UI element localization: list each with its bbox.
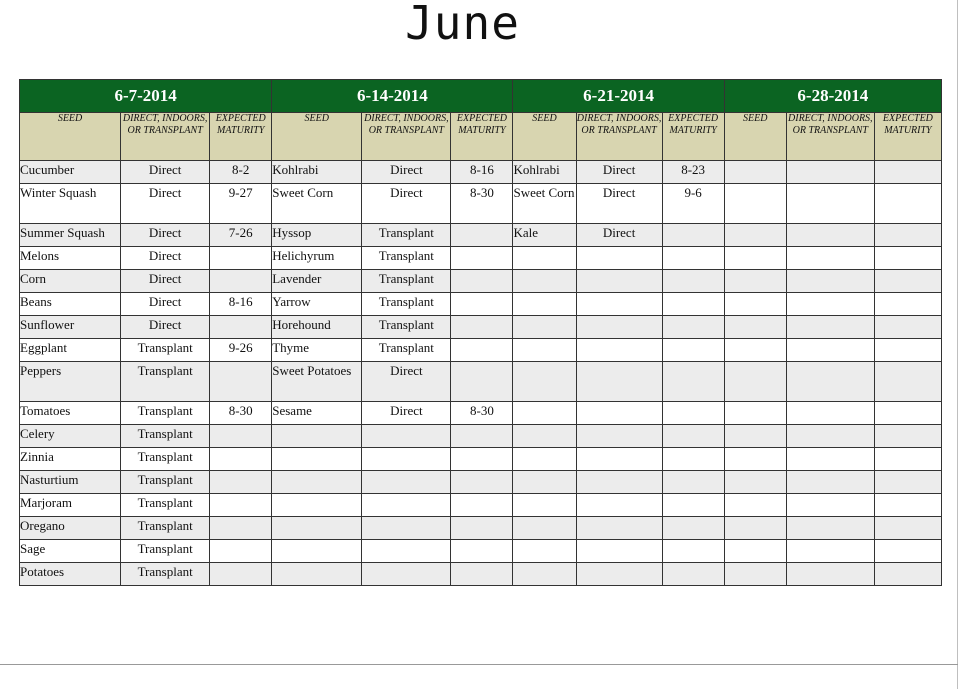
maturity-cell [874,316,941,339]
table-row [20,184,942,224]
method-cell [786,270,874,293]
seed-cell [272,517,362,540]
maturity-cell [874,540,941,563]
seed-cell [724,293,786,316]
method-cell [362,425,451,448]
method-cell [576,517,662,540]
maturity-column-header: EXPECTED MATURITY [210,113,272,161]
method-cell: Direct [362,362,451,402]
seed-cell: Beans [20,293,121,316]
seed-cell: Winter Squash [20,184,121,224]
seed-column-header: SEED [272,113,362,161]
method-cell [576,293,662,316]
method-cell: Transplant [121,494,210,517]
maturity-cell [874,161,941,184]
maturity-cell [210,517,272,540]
maturity-cell [874,402,941,425]
seed-cell [513,494,576,517]
table-row [20,425,942,448]
seed-cell: Kohlrabi [272,161,362,184]
maturity-cell [451,339,513,362]
method-cell: Direct [362,161,451,184]
seed-cell [513,448,576,471]
method-cell: Transplant [121,563,210,586]
method-cell [786,316,874,339]
method-cell: Direct [121,247,210,270]
seed-cell [724,563,786,586]
seed-cell [724,425,786,448]
method-cell: Direct [121,161,210,184]
seed-cell [513,471,576,494]
method-cell: Transplant [121,471,210,494]
method-cell [576,247,662,270]
seed-cell [724,494,786,517]
method-cell [576,362,662,402]
maturity-cell [874,224,941,247]
maturity-cell: 9-6 [662,184,724,224]
seed-cell: Yarrow [272,293,362,316]
maturity-cell [210,563,272,586]
table-row [20,270,942,293]
seed-cell [272,563,362,586]
method-cell [362,494,451,517]
seed-cell [513,563,576,586]
method-cell: Transplant [362,316,451,339]
seed-cell: Potatoes [20,563,121,586]
seed-cell: Peppers [20,362,121,402]
seed-cell [724,540,786,563]
maturity-cell [451,540,513,563]
seed-cell [513,293,576,316]
maturity-cell [662,362,724,402]
maturity-cell [662,270,724,293]
method-cell: Transplant [121,540,210,563]
seed-cell: Sunflower [20,316,121,339]
method-cell [786,293,874,316]
seed-cell: Cucumber [20,161,121,184]
maturity-cell [451,270,513,293]
maturity-cell [451,224,513,247]
seed-cell [724,517,786,540]
maturity-cell: 7-26 [210,224,272,247]
method-cell [362,471,451,494]
maturity-column-header: EXPECTED MATURITY [874,113,941,161]
maturity-cell [874,339,941,362]
maturity-cell [210,270,272,293]
method-column-header: DIRECT, INDOORS, OR TRANSPLANT [786,113,874,161]
week-date-header: 6-28-2014 [724,80,941,113]
method-cell: Direct [121,224,210,247]
maturity-cell [874,247,941,270]
maturity-cell: 8-30 [451,184,513,224]
column-header-row [20,113,942,161]
maturity-cell [210,494,272,517]
seed-cell: Lavender [272,270,362,293]
maturity-cell [874,517,941,540]
planting-schedule-table [19,79,942,586]
maturity-cell [662,448,724,471]
method-cell: Direct [576,161,662,184]
maturity-cell [210,471,272,494]
seed-cell: Marjoram [20,494,121,517]
seed-cell: Sesame [272,402,362,425]
method-cell: Transplant [121,362,210,402]
maturity-column-header: EXPECTED MATURITY [451,113,513,161]
method-cell [576,471,662,494]
maturity-cell [662,563,724,586]
seed-cell: Celery [20,425,121,448]
method-cell: Direct [576,224,662,247]
seed-cell [724,184,786,224]
maturity-cell [451,563,513,586]
maturity-cell: 8-30 [210,402,272,425]
bottom-rule-divider [0,664,958,665]
method-cell: Transplant [362,270,451,293]
seed-cell [513,247,576,270]
maturity-cell [874,270,941,293]
method-cell [786,362,874,402]
maturity-cell [662,293,724,316]
maturity-cell [662,339,724,362]
maturity-cell [451,247,513,270]
seed-cell [724,402,786,425]
seed-cell [272,540,362,563]
method-cell [576,270,662,293]
maturity-cell: 8-2 [210,161,272,184]
seed-cell [513,316,576,339]
maturity-cell [874,293,941,316]
maturity-cell: 8-23 [662,161,724,184]
method-cell: Direct [362,184,451,224]
table-row [20,362,942,402]
seed-cell: Sage [20,540,121,563]
maturity-cell [874,184,941,224]
maturity-cell [874,494,941,517]
maturity-cell [662,247,724,270]
method-cell [786,517,874,540]
maturity-cell [662,517,724,540]
seed-cell [513,270,576,293]
maturity-cell [874,563,941,586]
schedule-body [20,161,942,586]
method-cell [576,316,662,339]
seed-cell: Oregano [20,517,121,540]
seed-cell [272,471,362,494]
seed-cell [513,517,576,540]
maturity-cell [210,448,272,471]
maturity-cell [451,293,513,316]
maturity-cell [662,316,724,339]
seed-cell: Sweet Potatoes [272,362,362,402]
method-cell [576,540,662,563]
maturity-cell [451,517,513,540]
seed-column-header: SEED [724,113,786,161]
seed-cell [272,425,362,448]
method-cell [576,425,662,448]
method-cell: Transplant [121,517,210,540]
seed-cell [724,247,786,270]
table-row [20,293,942,316]
method-cell [362,540,451,563]
method-cell [576,339,662,362]
maturity-cell [210,540,272,563]
maturity-cell [874,425,941,448]
maturity-cell [451,471,513,494]
method-cell [786,161,874,184]
method-cell [786,247,874,270]
method-cell [576,448,662,471]
maturity-cell: 8-16 [451,161,513,184]
method-cell [786,402,874,425]
method-cell: Transplant [362,247,451,270]
seed-cell: Sweet Corn [513,184,576,224]
seed-cell [272,494,362,517]
table-row [20,316,942,339]
maturity-cell [662,425,724,448]
seed-cell: Melons [20,247,121,270]
method-cell [786,448,874,471]
maturity-cell [662,471,724,494]
method-cell: Direct [121,270,210,293]
method-column-header: DIRECT, INDOORS, OR TRANSPLANT [362,113,451,161]
method-cell: Direct [121,316,210,339]
maturity-cell [451,494,513,517]
week-header-row [20,80,942,113]
seed-column-header: SEED [513,113,576,161]
method-cell [362,563,451,586]
table-row [20,563,942,586]
maturity-cell [662,224,724,247]
maturity-cell [451,425,513,448]
method-column-header: DIRECT, INDOORS, OR TRANSPLANT [576,113,662,161]
method-cell: Direct [121,293,210,316]
method-cell: Transplant [121,402,210,425]
maturity-cell: 8-16 [210,293,272,316]
seed-cell: Eggplant [20,339,121,362]
week-date-header: 6-14-2014 [272,80,513,113]
table-row [20,339,942,362]
page-title: June [405,0,520,50]
method-cell: Transplant [121,339,210,362]
method-cell [786,540,874,563]
table-row [20,224,942,247]
seed-cell: Kohlrabi [513,161,576,184]
maturity-cell [210,247,272,270]
method-cell: Direct [576,184,662,224]
week-date-header: 6-7-2014 [20,80,272,113]
maturity-cell [662,540,724,563]
maturity-cell [210,362,272,402]
seed-cell: Kale [513,224,576,247]
seed-cell [513,339,576,362]
table-row [20,402,942,425]
seed-cell [513,402,576,425]
table-row [20,448,942,471]
seed-cell [724,161,786,184]
maturity-cell: 9-27 [210,184,272,224]
seed-cell [724,362,786,402]
week-date-header: 6-21-2014 [513,80,724,113]
method-cell [786,339,874,362]
maturity-cell [210,316,272,339]
seed-cell [724,224,786,247]
maturity-cell [874,362,941,402]
maturity-cell [874,448,941,471]
method-cell [362,517,451,540]
maturity-cell [662,402,724,425]
method-cell: Transplant [362,224,451,247]
seed-cell [724,448,786,471]
seed-cell [513,540,576,563]
method-cell: Direct [362,402,451,425]
table-row [20,517,942,540]
method-cell [786,563,874,586]
seed-column-header: SEED [20,113,121,161]
table-row [20,540,942,563]
maturity-cell [451,448,513,471]
seed-cell: Helichyrum [272,247,362,270]
method-cell [786,471,874,494]
method-cell [786,224,874,247]
method-cell [786,184,874,224]
maturity-cell [874,471,941,494]
method-cell: Transplant [362,339,451,362]
seed-cell: Thyme [272,339,362,362]
method-cell [576,494,662,517]
method-cell: Direct [121,184,210,224]
method-cell [786,494,874,517]
seed-cell: Summer Squash [20,224,121,247]
seed-cell: Horehound [272,316,362,339]
seed-cell: Zinnia [20,448,121,471]
seed-cell: Corn [20,270,121,293]
seed-cell [724,339,786,362]
maturity-column-header: EXPECTED MATURITY [662,113,724,161]
seed-cell: Hyssop [272,224,362,247]
method-cell: Transplant [121,448,210,471]
method-cell [362,448,451,471]
maturity-cell [210,425,272,448]
seed-cell: Nasturtium [20,471,121,494]
maturity-cell [451,362,513,402]
table-row [20,494,942,517]
seed-cell [513,425,576,448]
method-cell: Transplant [121,425,210,448]
seed-cell [724,316,786,339]
seed-cell [724,270,786,293]
method-cell [576,563,662,586]
method-cell [786,425,874,448]
method-cell: Transplant [362,293,451,316]
table-row [20,161,942,184]
maturity-cell: 8-30 [451,402,513,425]
maturity-cell [662,494,724,517]
maturity-cell [451,316,513,339]
seed-cell: Tomatoes [20,402,121,425]
seed-cell [724,471,786,494]
method-cell [576,402,662,425]
maturity-cell: 9-26 [210,339,272,362]
method-column-header: DIRECT, INDOORS, OR TRANSPLANT [121,113,210,161]
seed-cell [513,362,576,402]
seed-cell [272,448,362,471]
table-row [20,471,942,494]
table-row [20,247,942,270]
seed-cell: Sweet Corn [272,184,362,224]
